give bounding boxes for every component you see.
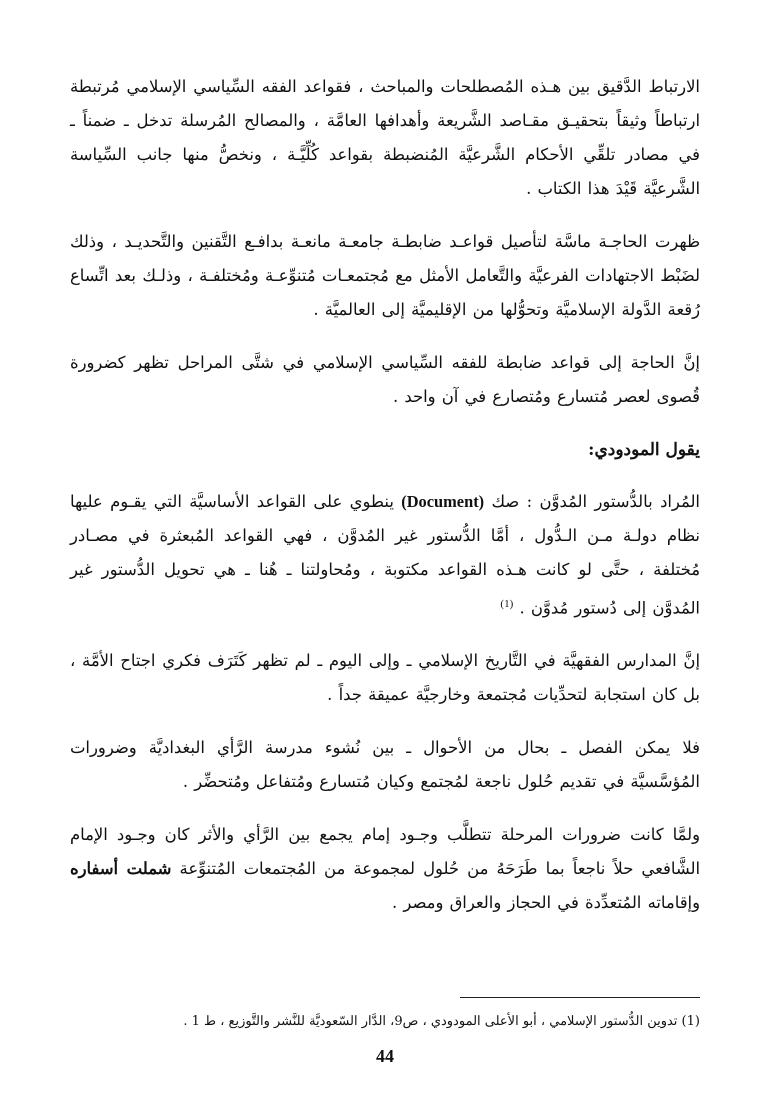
- paragraph-6-end: وإقاماته المُتعدِّدة في الحجاز والعراق ومصر .: [391, 893, 700, 913]
- footnote-divider: [460, 997, 700, 998]
- paragraph-1: الارتباط الدَّقيق بين هـذه المُصطلحات والمباحث ، فقواعد الفقه السِّياسي الإسلامي مُرتبطة ارتباطاً وثيقاً بتحقيـق مقـاصد الشَّريعة وأهدافها العامَّة ، والمصالح المُرسلة تدخل ـ ضمناً ـ في مصادر تلقِّي الأحكام الشَّرعيَّة المُنضبطة بقواعد كُلِّيَّـة ، ونخصُّ منها جانب السِّياسة الشَّرعيَّة قَيْدَ هذا الكتاب .: [70, 77, 700, 198]
- quote-heading: يقول المودودي:: [588, 440, 700, 460]
- paragraph-4: إنَّ المدارس الفقهيَّة في التَّاريخ الإسلامي ـ وإلى اليوم ـ لم تظهر كَتَرَف فكري اجتاح الأمَّة ، بل كان استجابة لتحدِّيات مُجتمعة وخارجيَّة عميقة جداً .: [70, 651, 700, 705]
- paragraph-6-bold: شملت أسفاره: [70, 859, 172, 879]
- paragraph-6-main: ولمَّا كانت ضرورات المرحلة تتطلَّب وجـود إمام يجمع بين الرَّأي والأثر كان وجـود الإمام الشَّافعي حلاً ناجعاً بما طَرَحَهُ من حُلول لمجموعة من المُجتمعات المُتنوِّعة: [70, 825, 700, 879]
- paragraph-2: ظهرت الحاجـة ماسَّة لتأصيل قواعـد ضابطـة جامعـة مانعـة بدافـع التَّقنين والتَّحديـد ، وذلك لضَبْط الاجتهادات الفرعيَّة والتَّعامل الأمثل مع مُجتمعـات مُتنوِّعـة ومُختلفـة ، وذلـك بعد اتِّساع رُقعة الدَّولة الإسلاميَّة وتحوُّلها من الإقليميَّة إلى العالميَّة .: [70, 232, 700, 319]
- quote-paragraph: [70, 485, 700, 625]
- page-body: [70, 70, 700, 939]
- quote-text-start: المُراد بالدُّستور المُدوَّن : صك: [484, 492, 700, 511]
- paragraph-5: فلا يمكن الفصل ـ بحال من الأحوال ـ بين نُشوء مدرسة الرَّأي البغداديَّة وضرورات المُؤسَّسيَّة في تقديم حُلول ناجعة لمُجتمع وكيان مُتسارع ومُتفاعل ومُتحضِّر .: [70, 738, 700, 792]
- quote-text-end: ينطوي على القواعد الأساسيَّة التي يقـوم عليها نظام دولـة مـن الـدُّول ، أمَّا الدُّستور غير المُدوَّن ، فهي القواعد المُبعثرة في مصـادر مُختلفة ، حتَّى لو كانت هـذه القواعد مكتوبة ، ومُحاولتنا ـ هُنا ـ هي تحويل الدُّستور غير المُدوَّن إلى دُستور مُدوَّن .: [70, 492, 700, 618]
- page-number: 44: [376, 1046, 394, 1066]
- footnote-reference: (1): [500, 598, 514, 610]
- paragraph-6: [70, 818, 700, 920]
- footnote: (1) تدوين الدُّستور الإسلامي ، أبو الأعلى المودودي ، ص9، الدَّار السّعوديَّة للنَّشر والتَّوزيع ، ط 1 .: [183, 1014, 700, 1029]
- paragraph-3: إنَّ الحاجة إلى قواعد ضابطة للفقه السِّياسي الإسلامي في شتَّى المراحل تظهر كضرورة قُصوى لعصر مُتسارع ومُتصارع في آن واحد .: [70, 353, 700, 406]
- quote-latin-term: (Document): [401, 492, 485, 511]
